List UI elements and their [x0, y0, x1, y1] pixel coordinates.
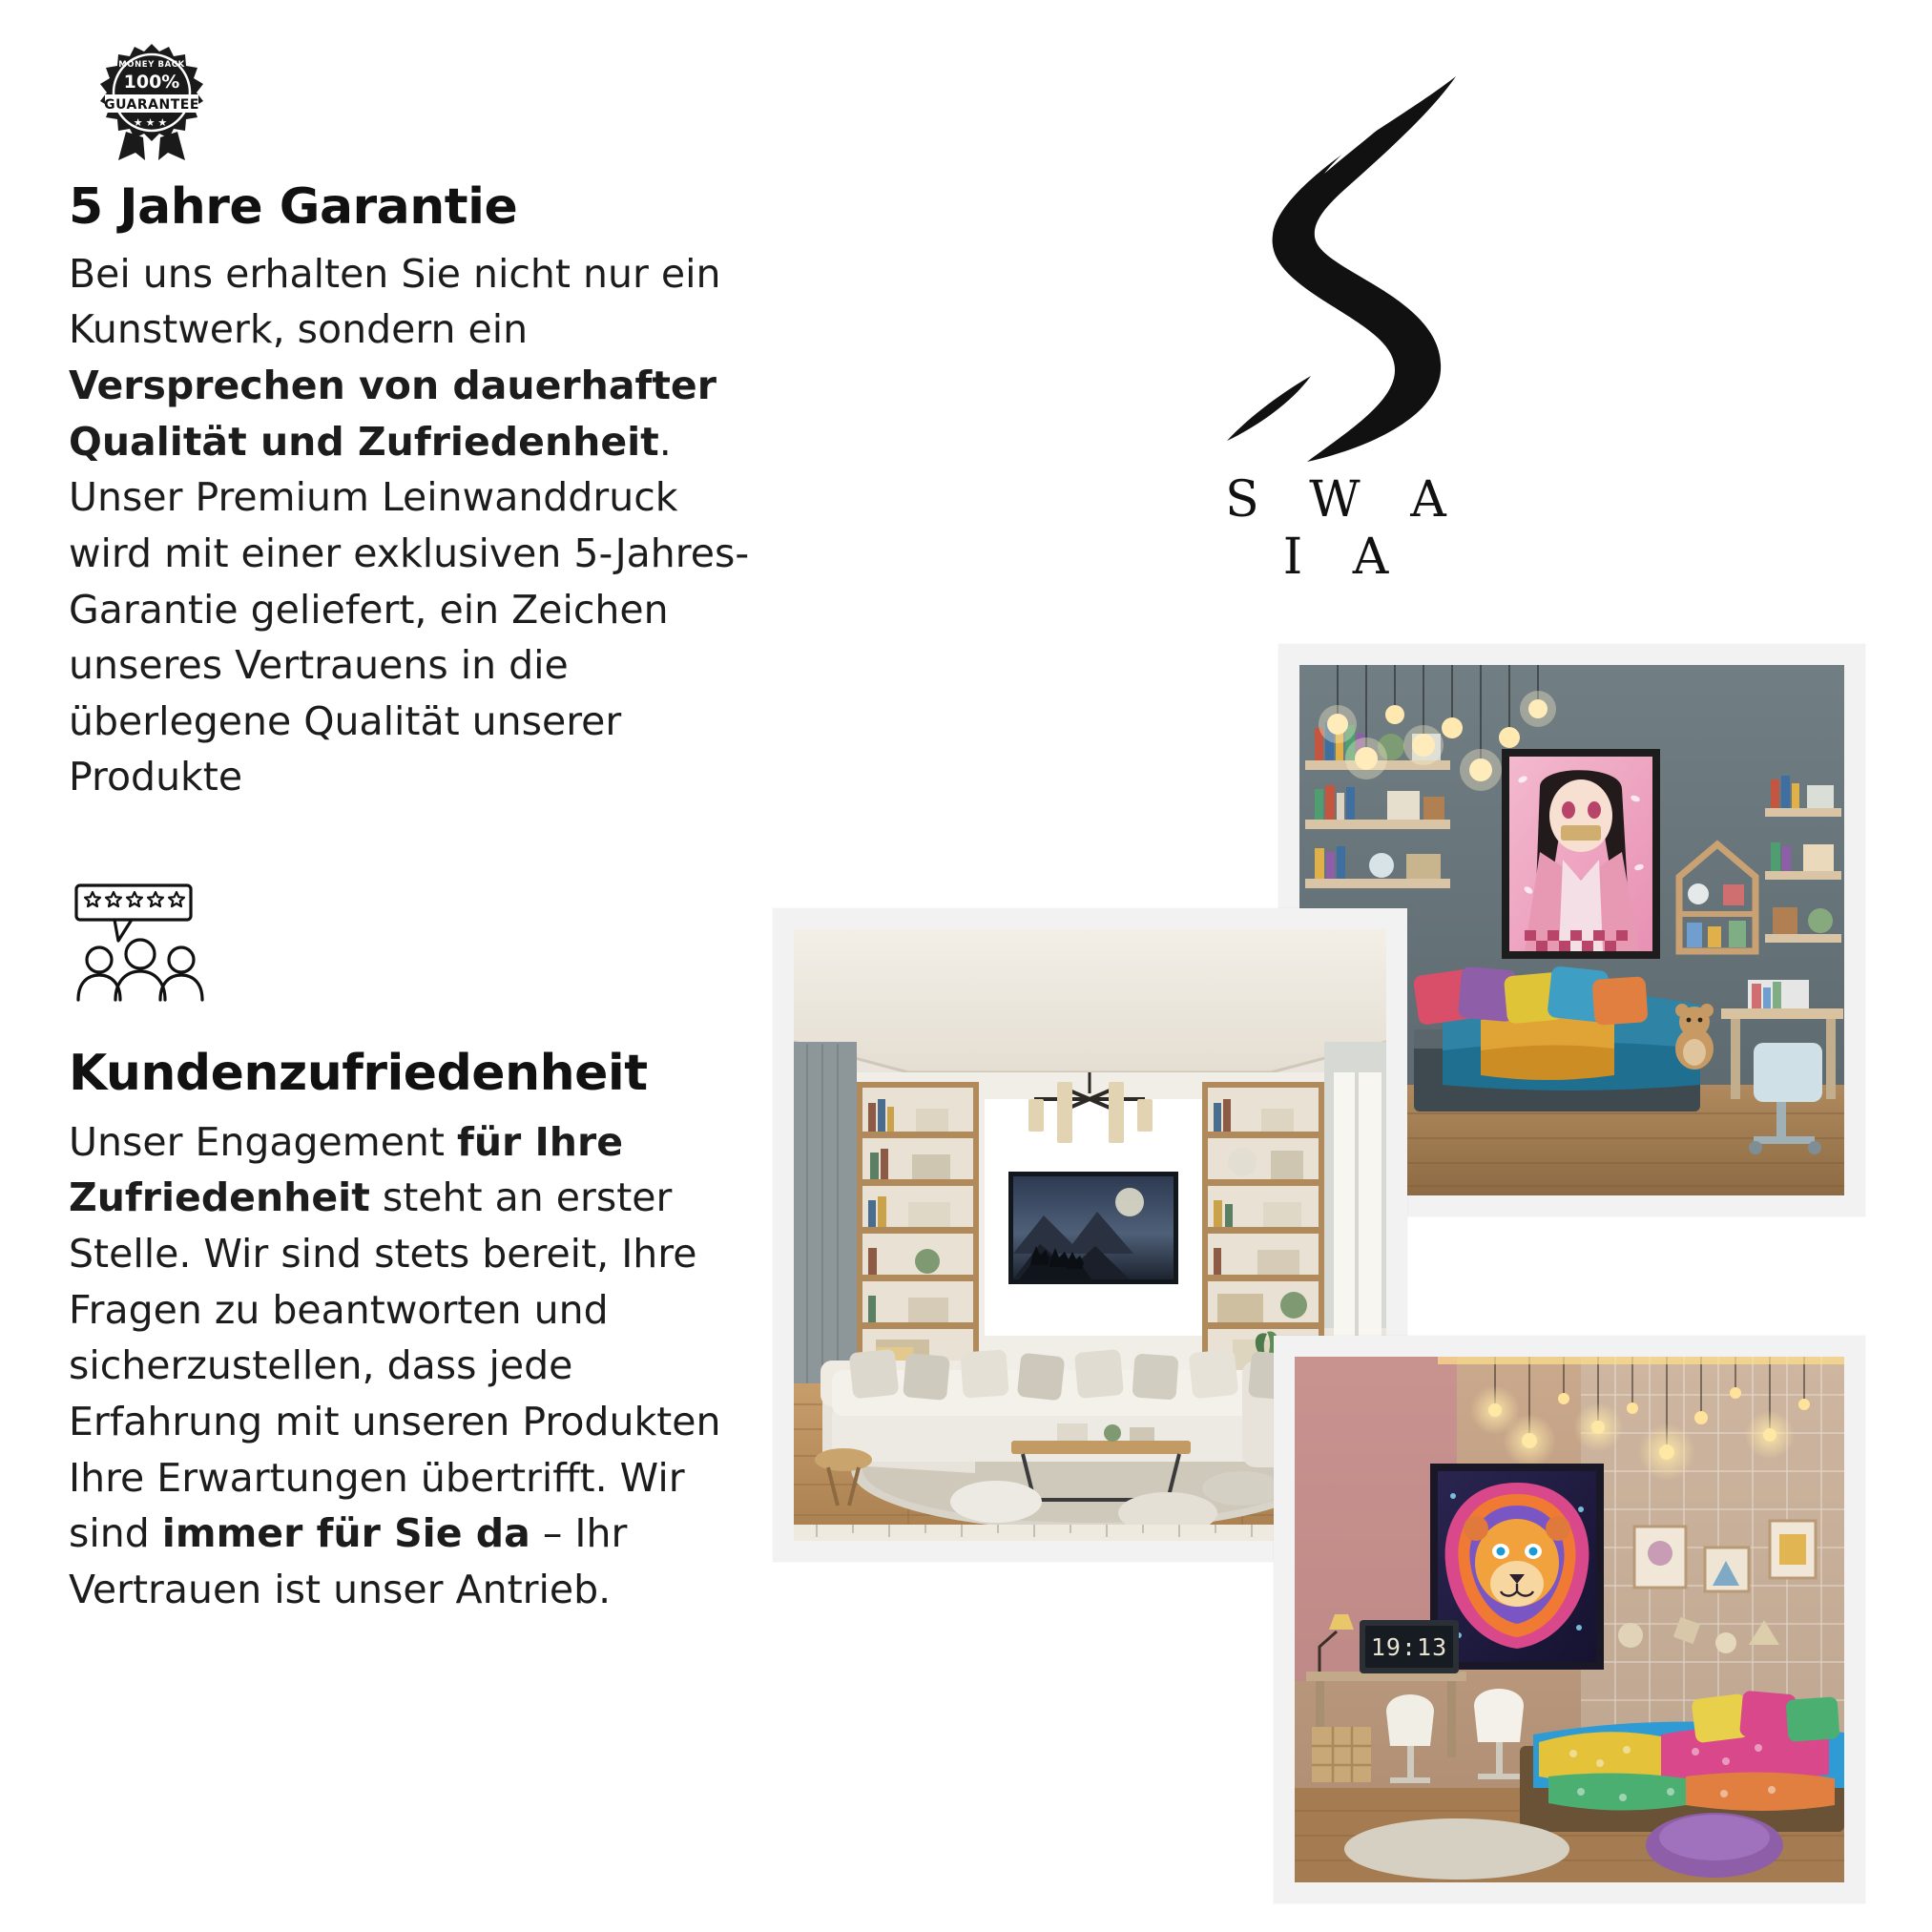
kundenzufriedenheit-paragraph [69, 1114, 765, 1618]
left-content-column [69, 38, 765, 1617]
badge-label: GUARANTEE [104, 97, 199, 113]
garantie-title: 5 Jahre Garantie [69, 178, 518, 236]
customer-reviews-icon [69, 880, 236, 1013]
brand-wordmark: S W A I A [1225, 471, 1464, 586]
badge-top-text: MONEY BACK [118, 60, 185, 70]
section-garantie [69, 179, 765, 805]
text-part: steht an erster Stelle. Wir sind stets bereit, Ihre Fragen zu beantworten und sicherzustellen, dass jede Erfahrung mit unseren Produkten Ihre Erwartungen übertrifft. Wir sind [69, 1174, 721, 1557]
customer-reviews-icon-wrap [69, 880, 236, 1013]
photo-kids-room [1274, 1336, 1865, 1903]
kids-room-clock: 19:13 [1370, 1633, 1448, 1661]
text-part: Bei uns erhalten Sie nicht nur ein Kunstwerk, sondern ein [69, 250, 721, 353]
guarantee-badge [69, 38, 245, 162]
text-part: . Unser Premium Leinwanddruck wird mit einer exklusiven 5-Jahres-Garantie geliefert, ein Zeichen unseres Vertrauens in die überlegene Qualität unserer Produkte [69, 418, 750, 800]
text-part: Unser Engagement [69, 1118, 458, 1165]
text-part-bold: immer für Sie da [161, 1510, 530, 1557]
brand-logo [1178, 67, 1493, 586]
garantie-paragraph [69, 246, 765, 805]
badge-percent: 100% [123, 72, 180, 93]
text-part-bold: für Ihre Zufriedenheit [69, 1118, 624, 1221]
money-back-guarantee-icon [69, 38, 236, 160]
kids-room-illustration [1295, 1357, 1844, 1882]
badge-stars: ★★★ [133, 116, 171, 129]
section-kundenzufriedenheit [69, 1046, 765, 1617]
text-part: – Ihr Vertrauen ist unser Antrieb. [69, 1510, 628, 1612]
swaia-s-logo-icon [1193, 67, 1479, 467]
text-part-bold: Versprechen von dauerhafter Qualität und Zufriedenheit [69, 363, 717, 465]
kundenzufriedenheit-title: Kundenzufriedenheit [69, 1045, 648, 1103]
